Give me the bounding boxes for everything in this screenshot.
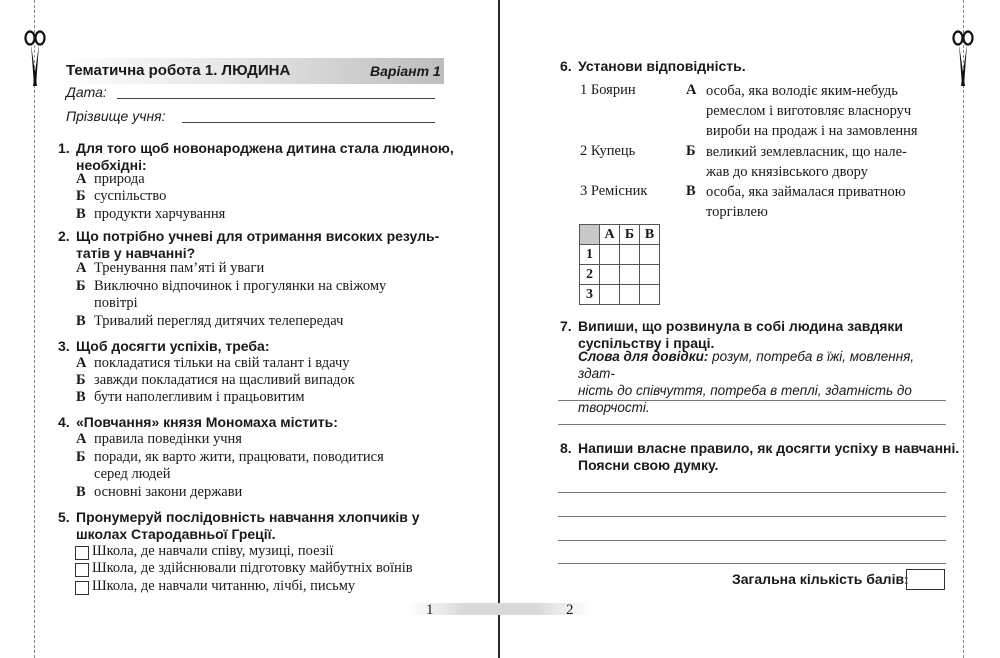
- q5-item-1: Школа, де навчали співу, музиці, поезії: [92, 543, 334, 559]
- q8-text-line2: Поясни свою думку.: [578, 457, 719, 473]
- variant-label: Варіант 1: [370, 63, 441, 79]
- page-number-band: [410, 603, 590, 615]
- grid-cell[interactable]: [620, 265, 640, 285]
- q2-option-b-cont: повітрі: [94, 295, 138, 311]
- q4-option-b-cont: серед людей: [94, 466, 171, 482]
- grid-cell[interactable]: [600, 285, 620, 305]
- grid-cell[interactable]: [600, 245, 620, 265]
- q6-number: 6.: [560, 58, 572, 74]
- grid-cell[interactable]: [620, 285, 640, 305]
- grid-row-1: 1: [580, 245, 600, 265]
- q6-letter-a: А: [686, 82, 697, 98]
- q4-number: 4.: [58, 414, 70, 430]
- q6-answer-grid: [579, 224, 660, 305]
- q1-number: 1.: [58, 140, 70, 156]
- book-spine: [498, 0, 500, 658]
- q6-left-2: 2 Купець: [580, 143, 636, 159]
- q6-left-3: 3 Ремісник: [580, 183, 648, 199]
- surname-field[interactable]: [182, 122, 435, 123]
- q5-item-2: Школа, де здійснювали підготовку майбутніх воїнів: [92, 560, 413, 576]
- q6-right-c: особа, яка займалася приватною торгівлею: [706, 184, 906, 220]
- surname-label: Прізвище учня:: [66, 108, 166, 124]
- page-number-right: 2: [566, 602, 574, 618]
- q7-number: 7.: [560, 318, 572, 334]
- q1-option-a[interactable]: А природа: [76, 171, 145, 187]
- q2-option-b[interactable]: Б Виключно відпочинок і прогулянки на свіжому: [76, 278, 387, 294]
- q7-text-line1: Випиши, що розвинула в собі людина завдяки: [578, 318, 904, 334]
- grid-row-2: 2: [580, 265, 600, 285]
- q3-text: Щоб досягти успіхів, треба:: [76, 338, 270, 354]
- grid-cell[interactable]: [640, 245, 660, 265]
- date-label: Дата:: [66, 84, 107, 100]
- grid-col-a: А: [600, 225, 620, 245]
- work-title: Тематична робота 1. ЛЮДИНА: [66, 62, 291, 79]
- q5-checkbox-1[interactable]: [75, 546, 89, 560]
- q3-option-c[interactable]: В бути наполегливим і працьовитим: [76, 389, 305, 405]
- q5-text-line2: школах Стародавньої Греції.: [76, 526, 276, 542]
- q6-letter-c: В: [686, 183, 696, 199]
- q2-text: [76, 228, 439, 262]
- q6-left-1: 1 Боярин: [580, 82, 636, 98]
- q4-option-b[interactable]: Б поради, як варто жити, працювати, поводитися: [76, 449, 384, 465]
- q6-right-a: особа, яка володіє яким-небудь ремеслом і виготовляє власноруч вироби на продаж і на замовлення: [706, 83, 918, 139]
- total-score-label: Загальна кількість балів:: [732, 571, 909, 587]
- q2-option-a[interactable]: А Тренування пам’яті й уваги: [76, 260, 265, 276]
- q2-option-c[interactable]: В Тривалий перегляд дитячих телепередач: [76, 313, 344, 329]
- q4-option-a[interactable]: А правила поведінки учня: [76, 431, 242, 447]
- q1-text: [76, 140, 454, 174]
- q5-checkbox-2[interactable]: [75, 563, 89, 577]
- q8-answer-line[interactable]: [558, 492, 946, 493]
- q8-number: 8.: [560, 440, 572, 456]
- q2-text-line2: татів у навчанні?: [76, 245, 196, 261]
- grid-corner: [580, 225, 600, 245]
- grid-row-3: 3: [580, 285, 600, 305]
- q8-answer-line[interactable]: [558, 516, 946, 517]
- q7-hint-label: Слова для довідки:: [578, 349, 709, 364]
- q3-option-a[interactable]: А покладатися тільки на свій талант і вдачу: [76, 355, 350, 371]
- q8-answer-line[interactable]: [558, 540, 946, 541]
- q3-option-b[interactable]: Б завжди покладатися на щасливий випадок: [76, 372, 355, 388]
- grid-cell[interactable]: [620, 245, 640, 265]
- q7-answer-line[interactable]: [558, 424, 946, 425]
- q5-item-3: Школа, де навчали читанню, лічбі, письму: [92, 578, 356, 594]
- grid-cell[interactable]: [640, 285, 660, 305]
- q5-text: [76, 509, 420, 543]
- q1-option-b[interactable]: Б суспільство: [76, 188, 167, 204]
- q7-text: [578, 318, 903, 352]
- cut-line-left: [34, 0, 35, 658]
- total-score-box[interactable]: [906, 569, 945, 590]
- q7-hint: [578, 348, 950, 416]
- q8-text: [578, 440, 959, 474]
- q2-text-line1: Що потрібно учневі для отримання високих резуль-: [76, 228, 440, 244]
- q3-number: 3.: [58, 338, 70, 354]
- grid-col-b: Б: [620, 225, 640, 245]
- q8-answer-line[interactable]: [558, 563, 946, 564]
- q5-text-line1: Пронумеруй послідовність навчання хлопчиків у: [76, 509, 420, 525]
- q1-option-c[interactable]: В продукти харчування: [76, 206, 226, 222]
- q5-checkbox-3[interactable]: [75, 581, 89, 595]
- q7-text-line2: суспільству і праці.: [578, 335, 715, 351]
- q7-answer-line[interactable]: [558, 400, 946, 401]
- q6-letter-b: Б: [686, 143, 696, 159]
- page-number-left: 1: [426, 602, 434, 618]
- date-field[interactable]: [117, 98, 435, 99]
- cut-line-right: [963, 0, 964, 658]
- q6-right-b: великий землевласник, що нале- жав до князівського двору: [706, 144, 907, 180]
- q7-hint-line2: ність до співчуття, потреба в теплі, здатність до творчості.: [578, 383, 912, 415]
- grid-col-c: В: [640, 225, 660, 245]
- q6-text: Установи відповідність.: [578, 58, 746, 74]
- grid-cell[interactable]: [600, 265, 620, 285]
- q4-option-c[interactable]: В основні закони держави: [76, 484, 243, 500]
- scissors-icon: [24, 30, 46, 88]
- grid-cell[interactable]: [640, 265, 660, 285]
- q8-text-line1: Напиши власне правило, як досягти успіху в навчанні.: [578, 440, 960, 456]
- q7-hint-line1: розум, потреба в їжі, мовлення, здат-: [578, 349, 915, 381]
- q5-number: 5.: [58, 509, 70, 525]
- scissors-icon: [952, 30, 974, 88]
- q4-text: «Повчання» князя Мономаха містить:: [76, 414, 338, 430]
- q1-text-line1: Для того щоб новонароджена дитина стала людиною,: [76, 140, 454, 156]
- q1-text-line2: необхідні:: [76, 157, 147, 173]
- q2-number: 2.: [58, 228, 70, 244]
